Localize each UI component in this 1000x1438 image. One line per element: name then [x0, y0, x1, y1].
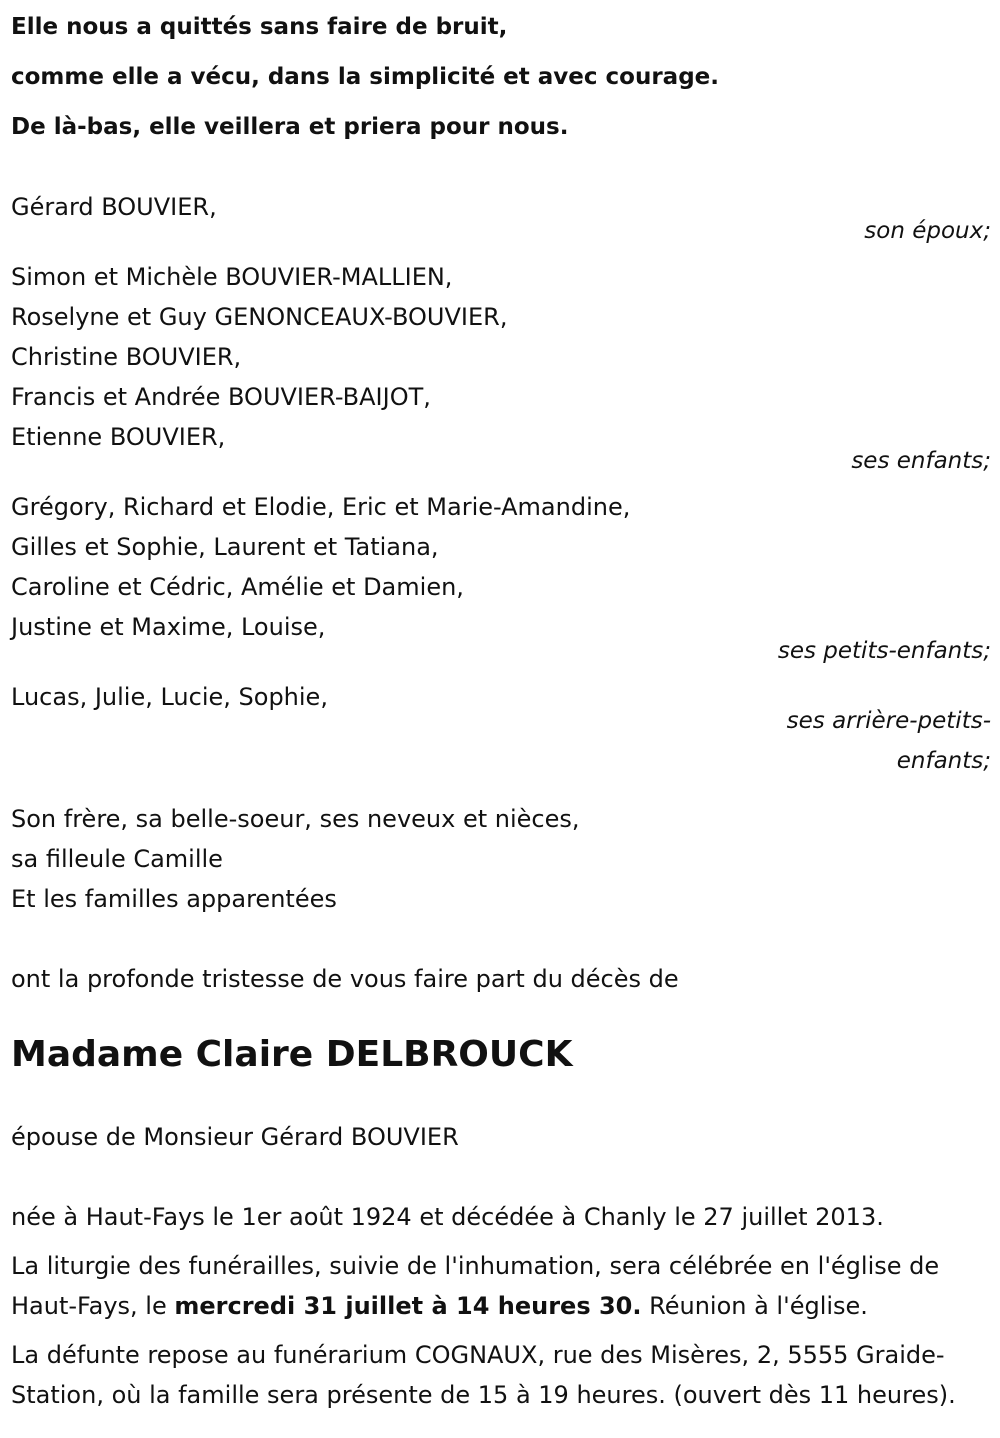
relation-label: enfants; — [896, 748, 991, 774]
relation-label: ses petits-enfants; — [777, 638, 991, 664]
family-name-line: Simon et Michèle BOUVIER-MALLIEN, — [11, 263, 453, 291]
spouse-group — [11, 187, 991, 251]
relation-label: ses arrière-petits- — [786, 708, 991, 734]
family-name-line: Caroline et Cédric, Amélie et Damien, — [11, 573, 464, 601]
family-name-line: Christine BOUVIER, — [11, 343, 242, 371]
obituary-notice — [11, 0, 991, 1415]
family-name-line: Et les familles apparentées — [11, 885, 337, 913]
epigraph-line: comme elle a vécu, dans la simplicité et avec courage. — [11, 64, 720, 90]
funeral-meeting-text: Réunion à l'église. — [641, 1292, 868, 1320]
funeral-text: La liturgie des funérailles, suivie de l'inhumation, sera célébrée en l'église de Haut-Fays, le — [11, 1252, 940, 1320]
announcement-text: ont la profonde tristesse de vous faire part du décès de — [11, 965, 679, 993]
family-name-line: Gilles et Sophie, Laurent et Tatiana, — [11, 533, 439, 561]
epigraph-line: Elle nous a quittés sans faire de bruit, — [11, 14, 508, 40]
relation-label: son époux; — [864, 218, 991, 244]
family-name-line: Grégory, Richard et Elodie, Eric et Marie-Amandine, — [11, 493, 631, 521]
family-name-line: Gérard BOUVIER, — [11, 193, 217, 221]
funeral-date-time: mercredi 31 juillet à 14 heures 30. — [174, 1292, 642, 1320]
family-name-line: Son frère, sa belle-soeur, ses neveux et nièces, — [11, 805, 580, 833]
funeral-info — [11, 1246, 991, 1326]
family-name-line: Lucas, Julie, Lucie, Sophie, — [11, 683, 328, 711]
spouse-of-text: épouse de Monsieur Gérard BOUVIER — [11, 1123, 459, 1151]
epigraph — [11, 2, 991, 152]
great-grandchildren-group — [11, 677, 991, 781]
family-name-line: sa filleule Camille — [11, 845, 223, 873]
epigraph-line: De là-bas, elle veillera et priera pour nous. — [11, 114, 569, 140]
children-group — [11, 257, 991, 481]
other-relatives-group — [11, 799, 991, 919]
relation-label: ses enfants; — [851, 448, 991, 474]
family-name-line: Etienne BOUVIER, — [11, 423, 226, 451]
repose-info: La défunte repose au funérarium COGNAUX, rue des Misères, 2, 5555 Graide-Station, où la famille sera présente de 15 à 19 heures. (ouvert dès 11 heures). — [11, 1341, 956, 1409]
family-name-line: Roselyne et Guy GENONCEAUX-BOUVIER, — [11, 303, 508, 331]
family-name-line: Justine et Maxime, Louise, — [11, 613, 326, 641]
family-name-line: Francis et Andrée BOUVIER-BAIJOT, — [11, 383, 431, 411]
deceased-name: Madame Claire DELBROUCK — [11, 1034, 573, 1075]
grandchildren-group — [11, 487, 991, 671]
birth-death-text: née à Haut-Fays le 1er août 1924 et décédée à Chanly le 27 juillet 2013. — [11, 1203, 884, 1231]
